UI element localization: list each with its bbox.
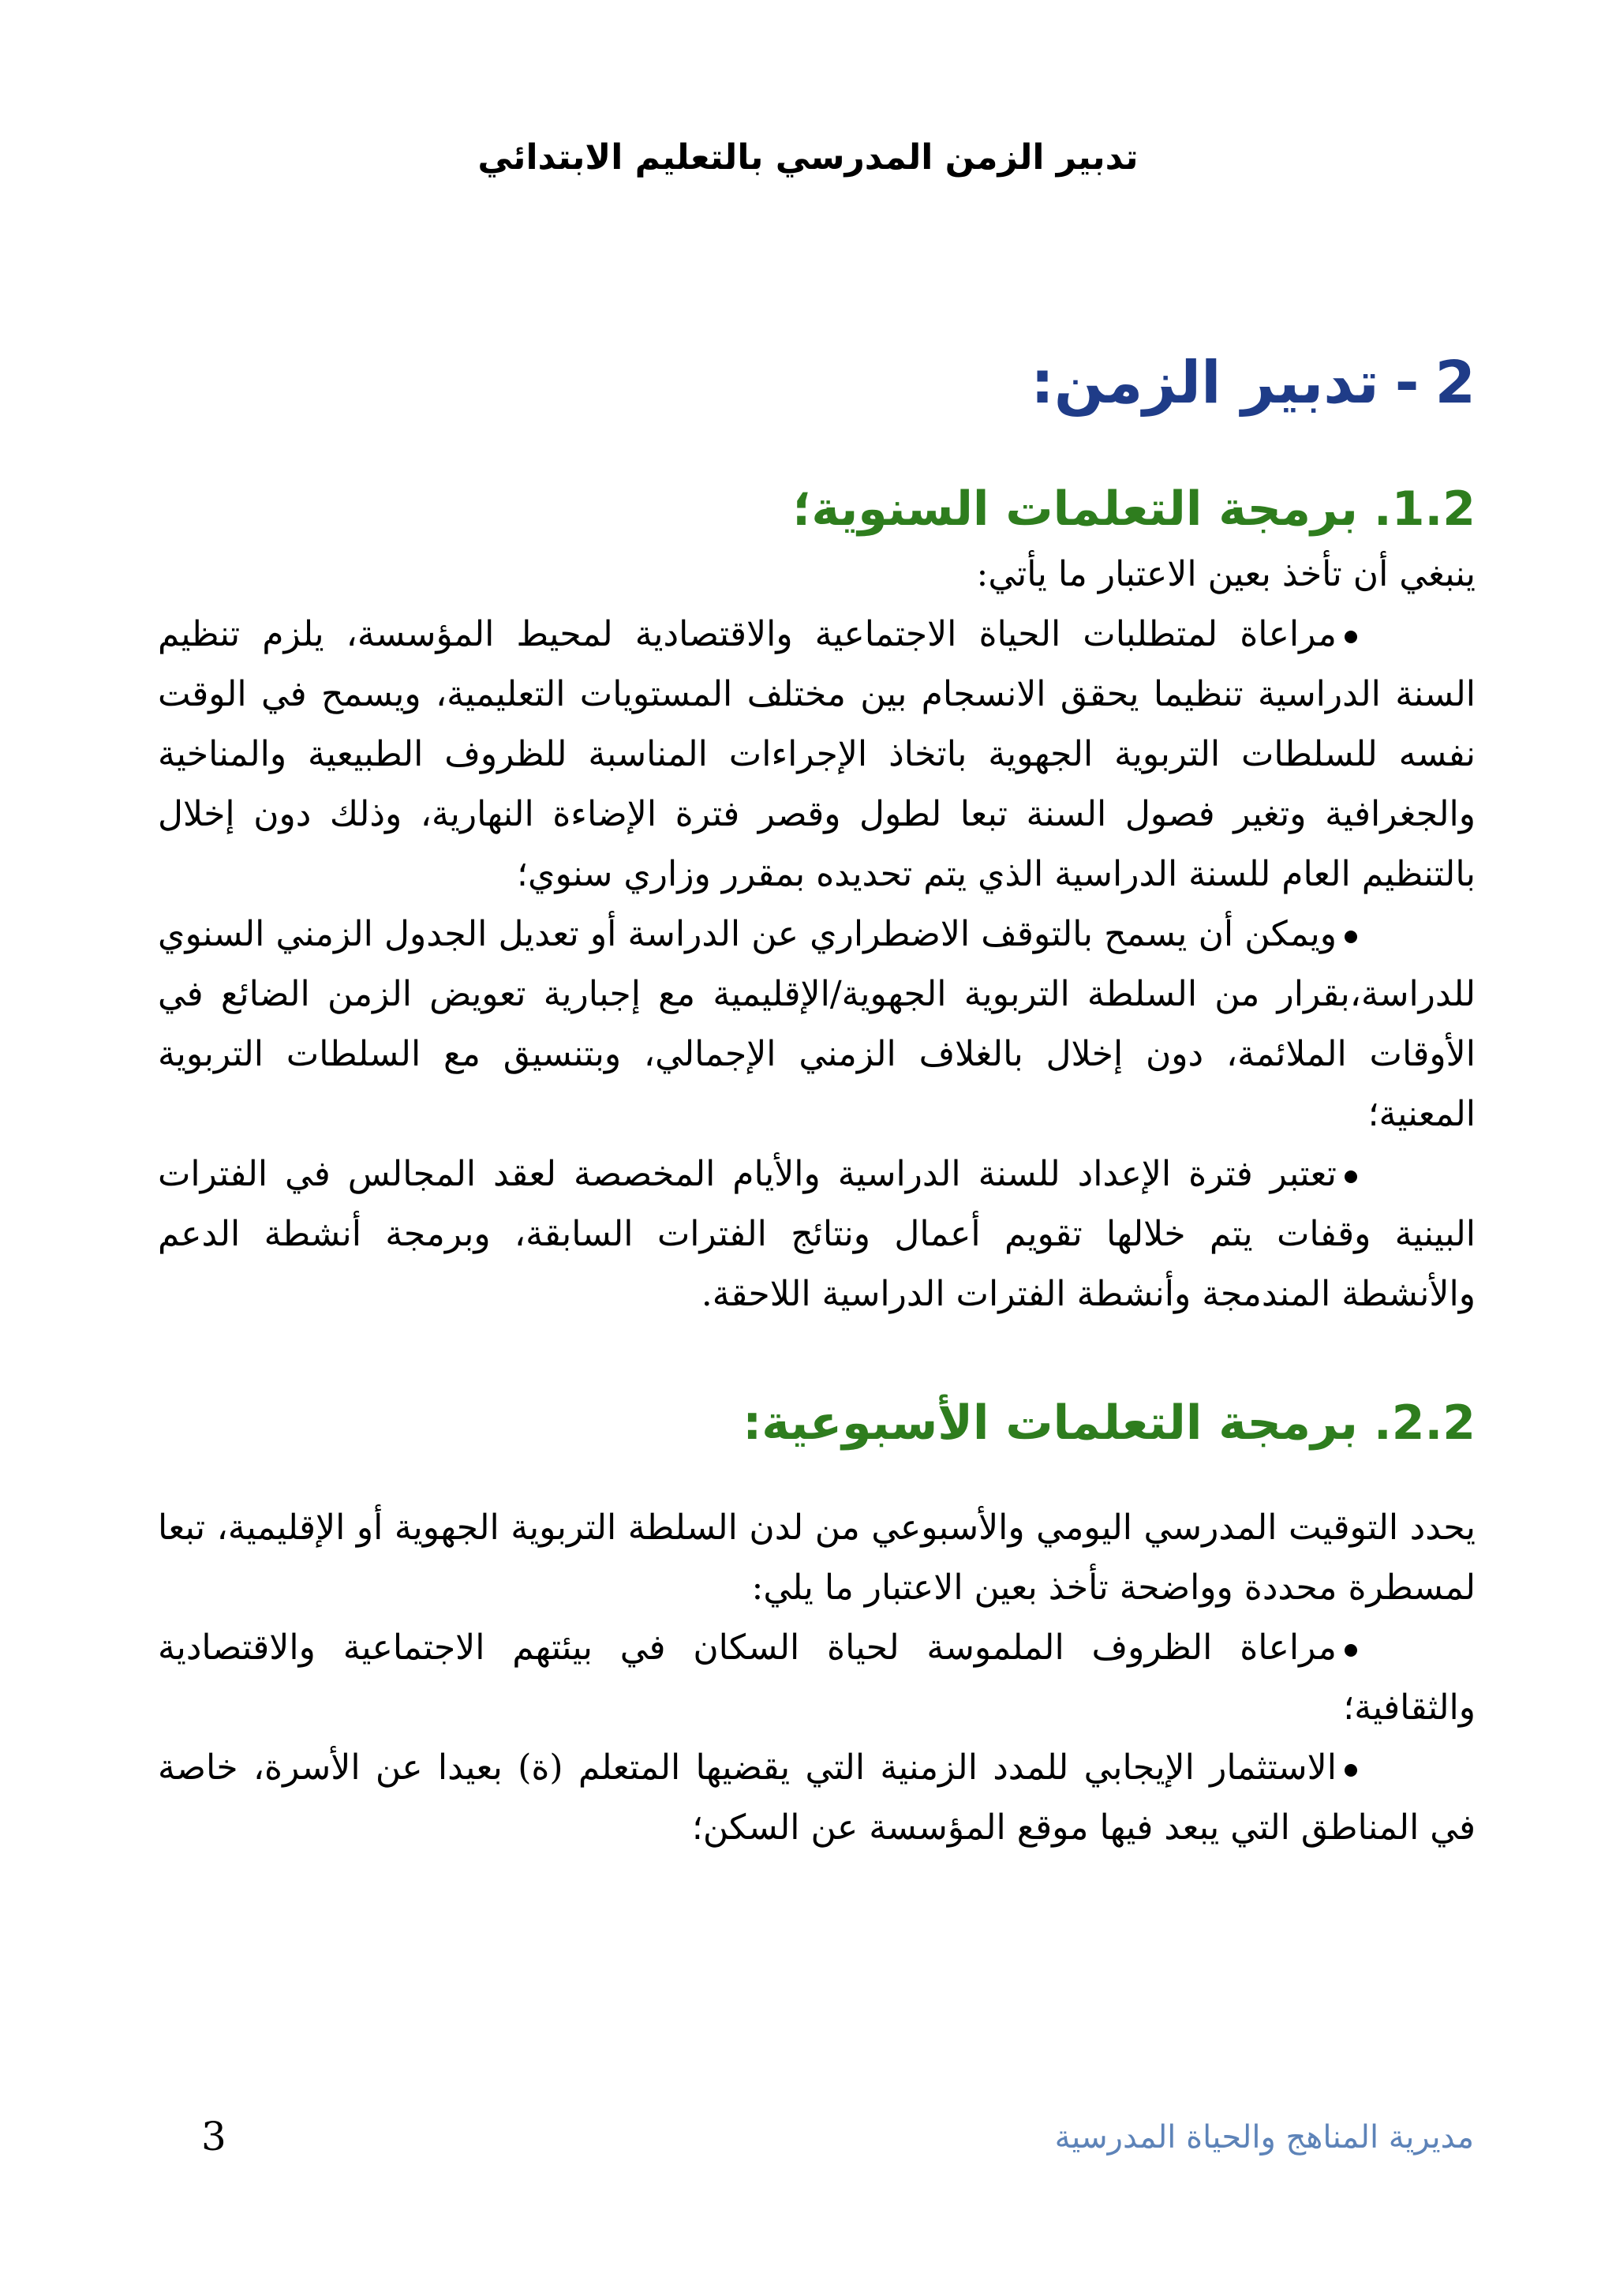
section-number: 2 xyxy=(1435,349,1476,417)
running-header: تدبير الزمن المدرسي بالتعليم الابتدائي xyxy=(477,137,1139,178)
bullet-icon xyxy=(1345,1644,1357,1657)
section-heading xyxy=(158,339,1476,426)
bullet-icon xyxy=(1345,1170,1357,1183)
footer-department: مديرية المناهج والحياة المدرسية xyxy=(1054,2119,1474,2156)
bullet-icon xyxy=(1345,631,1357,643)
list-item: الاستثمار الإيجابي للمدد الزمنية التي يقضيها المتعلم (ة) بعيدا عن الأسرة، خاصة في المناطق التي يبعد فيها موقع المؤسسة عن السكن؛ xyxy=(158,1747,1476,1848)
page-number: 3 xyxy=(201,2114,226,2159)
main-content xyxy=(158,339,1476,1858)
bullet-icon xyxy=(1345,1764,1357,1777)
list-item: مراعاة الظروف الملموسة لحياة السكان في بيئتهم الاجتماعية والاقتصادية والثقافية؛ xyxy=(158,1627,1476,1728)
subsection-number-2: 2.2. xyxy=(1373,1395,1476,1451)
bullet-icon xyxy=(1345,931,1357,943)
list-item: مراعاة لمتطلبات الحياة الاجتماعية والاقتصادية لمحيط المؤسسة، يلزم تنظيم السنة الدراسية تنظيما يحقق الانسجام بين مختلف المستويات التعليمية، ويسمح في الوقت نفسه للسلطات التربوية الجهوية باتخاذ الإجراءات المناسبة للظروف الطبيعية والمناخية والجغرافية وتغير فصول السنة تبعا لطول وقصر فترة الإضاءة النهارية، وذلك دون إخلال بالتنظيم العام للسنة الدراسية الذي يتم تحديده بمقرر وزاري سنوي؛ xyxy=(158,614,1476,894)
subsection-number-1: 1.2. xyxy=(1373,481,1476,537)
subsection-heading-1 xyxy=(158,474,1476,545)
subsection-heading-2 xyxy=(158,1388,1476,1459)
bullet-list-2 xyxy=(158,1618,1476,1858)
list-item: ويمكن أن يسمح بالتوقف الاضطراري عن الدراسة أو تعديل الجدول الزمني السنوي للدراسة،بقرار من السلطة التربوية الجهوية/الإقليمية مع إجبارية تعويض الزمن الضائع في الأوقات الملائمة، دون إخلال بالغلاف الزمني الإجمالي، وبتنسيق مع السلطات التربوية المعنية؛ xyxy=(158,914,1476,1134)
list-item: تعتبر فترة الإعداد للسنة الدراسية والأيام المخصصة لعقد المجالس في الفترات البينية وقفات يتم خلالها تقويم أعمال ونتائج الفترات السابقة، وبرمجة أنشطة الدعم والأنشطة المندمجة وأنشطة الفترات الدراسية اللاحقة. xyxy=(158,1154,1476,1314)
subsection-title-1: برمجة التعلمات السنوية؛ xyxy=(792,481,1358,537)
subsection-intro-1: ينبغي أن تأخذ بعين الاعتبار ما يأتي: xyxy=(976,554,1476,594)
subsection-title-2: برمجة التعلمات الأسبوعية: xyxy=(743,1395,1358,1451)
subsection-intro-2: يحدد التوقيت المدرسي اليومي والأسبوعي من لدن السلطة التربوية الجهوية أو الإقليمية، تبعا لمسطرة محددة وواضحة تأخذ بعين الاعتبار ما يلي: xyxy=(158,1508,1476,1608)
section-separator: - xyxy=(1394,349,1420,417)
bullet-list-1 xyxy=(158,605,1476,1324)
section-title: تدبير الزمن: xyxy=(1031,349,1379,417)
